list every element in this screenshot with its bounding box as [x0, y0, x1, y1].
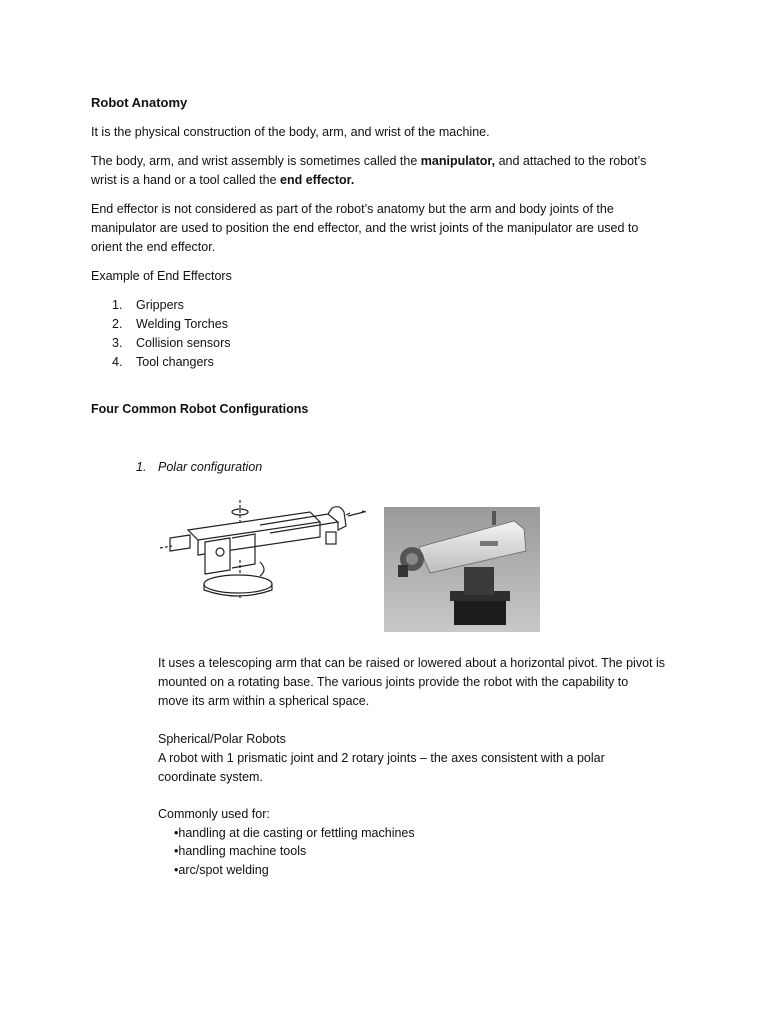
paragraph-end-effector-line3: orient the end effector.	[91, 240, 216, 254]
term-end-effector: end effector.	[280, 173, 355, 187]
config-label: Polar configuration	[158, 460, 263, 474]
list-item: Tool changers	[136, 355, 214, 369]
list-item: Welding Torches	[136, 317, 228, 331]
polar-robot-photo	[384, 507, 540, 632]
config-num: 1.	[136, 460, 147, 474]
paragraph-joints-line1: A robot with 1 prismatic joint and 2 rotary joints – the axes consistent with a polar	[158, 751, 605, 765]
list-item: Grippers	[136, 298, 184, 312]
text-span: The body, arm, and wrist assembly is sometimes called the	[91, 154, 421, 168]
use-item: •handling at die casting or fettling machines	[174, 826, 415, 840]
polar-robot-diagram	[160, 500, 375, 600]
examples-heading: Example of End Effectors	[91, 269, 232, 283]
page-title: Robot Anatomy	[91, 95, 188, 110]
paragraph-joints-line2: coordinate system.	[158, 770, 263, 784]
used-for-heading: Commonly used for:	[158, 807, 270, 821]
list-item-num: 1.	[112, 298, 123, 312]
use-item: •handling machine tools	[174, 844, 307, 858]
list-item-num: 3.	[112, 336, 123, 350]
spherical-heading: Spherical/Polar Robots	[158, 732, 286, 746]
paragraph-polar-line2: mounted on a rotating base. The various joints provide the robot with the capability to	[158, 675, 629, 689]
paragraph-polar-line3: move its arm within a spherical space.	[158, 694, 370, 708]
configs-heading: Four Common Robot Configurations	[91, 402, 309, 416]
list-item-num: 4.	[112, 355, 123, 369]
paragraph-definition: It is the physical construction of the body, arm, and wrist of the machine.	[91, 125, 490, 139]
paragraph-manipulator-line1	[91, 152, 646, 170]
list-item: Collision sensors	[136, 336, 231, 350]
paragraph-polar-line1: It uses a telescoping arm that can be raised or lowered about a horizontal pivot. The pivot is	[158, 656, 666, 670]
term-manipulator: manipulator,	[420, 154, 496, 168]
paragraph-end-effector-line1: End effector is not considered as part of the robot’s anatomy but the arm and body joints of the	[91, 202, 614, 216]
use-item: •arc/spot welding	[174, 863, 269, 877]
text-span: wrist is a hand or a tool called the	[91, 173, 280, 187]
paragraph-manipulator-line2	[91, 171, 354, 189]
paragraph-end-effector-line2: manipulator are used to position the end effector, and the wrist joints of the manipulator are used to	[91, 221, 639, 235]
list-item-num: 2.	[112, 317, 123, 331]
text-span: and attached to the robot’s	[495, 154, 647, 168]
